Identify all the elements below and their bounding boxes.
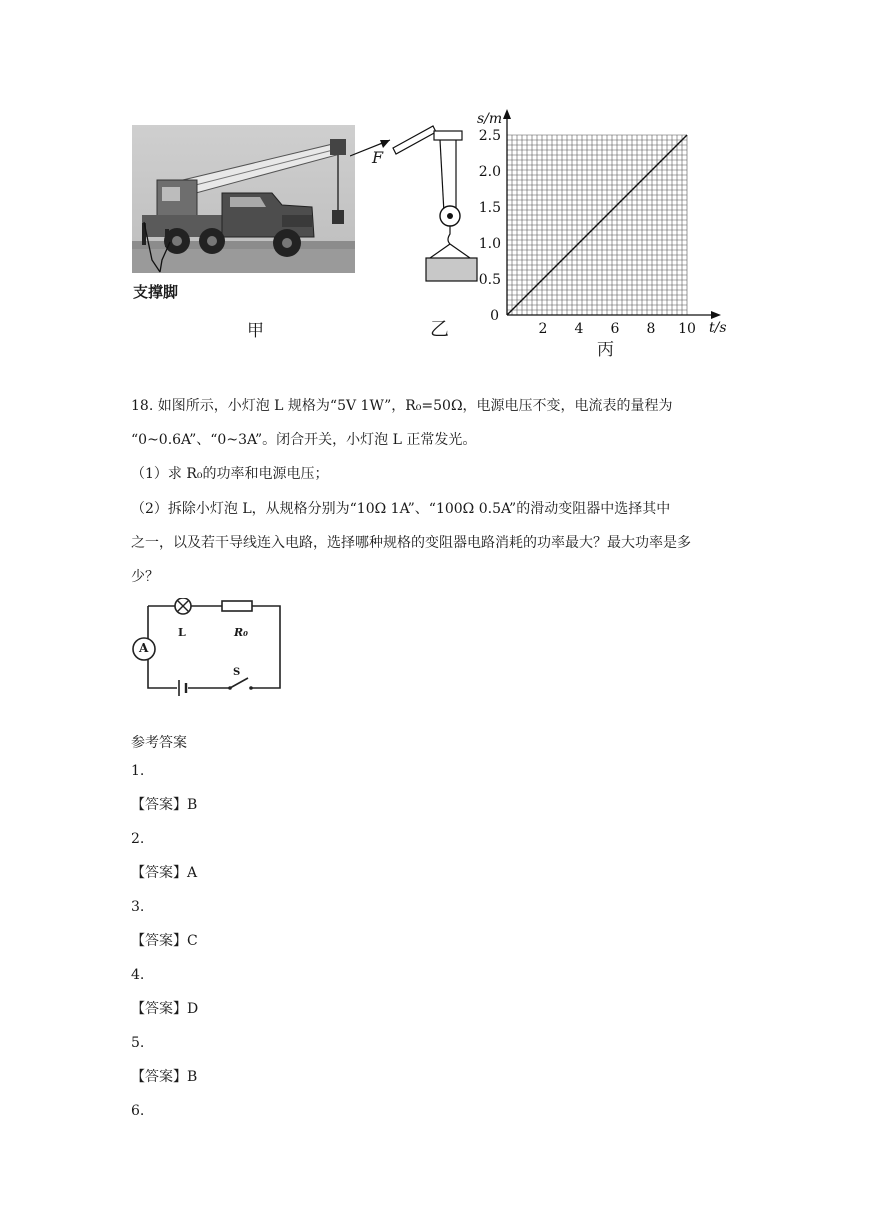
y-tick-label: 2.5 — [478, 128, 501, 144]
resistor-symbol — [222, 601, 252, 611]
answer-3-number: 3. — [131, 899, 145, 915]
answer-5-text: 【答案】B — [131, 1069, 198, 1085]
x-tick-label: 8 — [646, 321, 656, 337]
figure-label-jia: 甲 — [247, 321, 264, 341]
x-axis-label: t/s — [709, 320, 727, 336]
answer-3-text: 【答案】C — [131, 933, 198, 949]
figure-label-bing: 丙 — [597, 340, 614, 360]
question-18-part-1: （1）求 R₀的功率和电源电压； — [131, 466, 329, 482]
figure-label-yi: 乙 — [430, 318, 450, 340]
y-tick-label: 1.5 — [478, 200, 501, 216]
answer-1-number: 1. — [131, 763, 145, 779]
x-tick-label: 6 — [610, 321, 620, 337]
x-axis-arrow — [711, 311, 721, 319]
switch-symbol — [230, 678, 248, 688]
answer-4-number: 4. — [131, 967, 145, 983]
y-axis-arrow — [503, 109, 511, 119]
question-18-part-2-line-2: 之一，以及若干导线连入电路，选择哪种规格的变阻器电路消耗的功率最大？最大功率是多 — [131, 535, 691, 551]
y-tick-label: 0.5 — [478, 272, 501, 288]
answer-6-number: 6. — [131, 1103, 145, 1119]
y-tick-label: 1.0 — [478, 236, 501, 252]
support-leg-pointer — [132, 220, 192, 290]
answer-1-text: 【答案】B — [131, 797, 198, 813]
answer-5-number: 5. — [131, 1035, 145, 1051]
question-18-part-2-line-3: 少？ — [131, 569, 159, 585]
switch-label: S — [233, 667, 241, 678]
answer-2-text: 【答案】A — [131, 865, 198, 881]
ammeter-label: A — [139, 641, 149, 655]
x-tick-label: 4 — [574, 321, 584, 337]
lamp-label: L — [178, 626, 186, 639]
circuit-diagram — [130, 598, 285, 698]
answers-heading: 参考答案 — [131, 735, 187, 751]
x-tick-label: 10 — [678, 321, 696, 337]
question-18-line-1: 18. 如图所示，小灯泡 L 规格为“5V 1W”，R₀=50Ω，电源电压不变，电流表的量程为 — [131, 398, 673, 414]
resistor-label: R₀ — [234, 626, 248, 639]
question-18-line-2: “0~0.6A”、“0~3A”。闭合开关，小灯泡 L 正常发光。 — [131, 432, 477, 448]
answer-4-text: 【答案】D — [131, 1001, 199, 1017]
force-label: F — [372, 148, 384, 167]
y-axis-label: s/m — [477, 111, 503, 127]
answer-2-number: 2. — [131, 831, 145, 847]
x-tick-label: 2 — [538, 321, 548, 337]
s-t-graph — [455, 100, 735, 345]
question-18-part-2-line-1: （2）拆除小灯泡 L，从规格分别为“10Ω 1A”、“100Ω 0.5A”的滑动变阻器中选择其中 — [131, 501, 671, 517]
origin-label: 0 — [490, 308, 499, 324]
y-tick-label: 2.0 — [478, 164, 501, 180]
photo-caption: 支撑脚 — [133, 283, 179, 301]
